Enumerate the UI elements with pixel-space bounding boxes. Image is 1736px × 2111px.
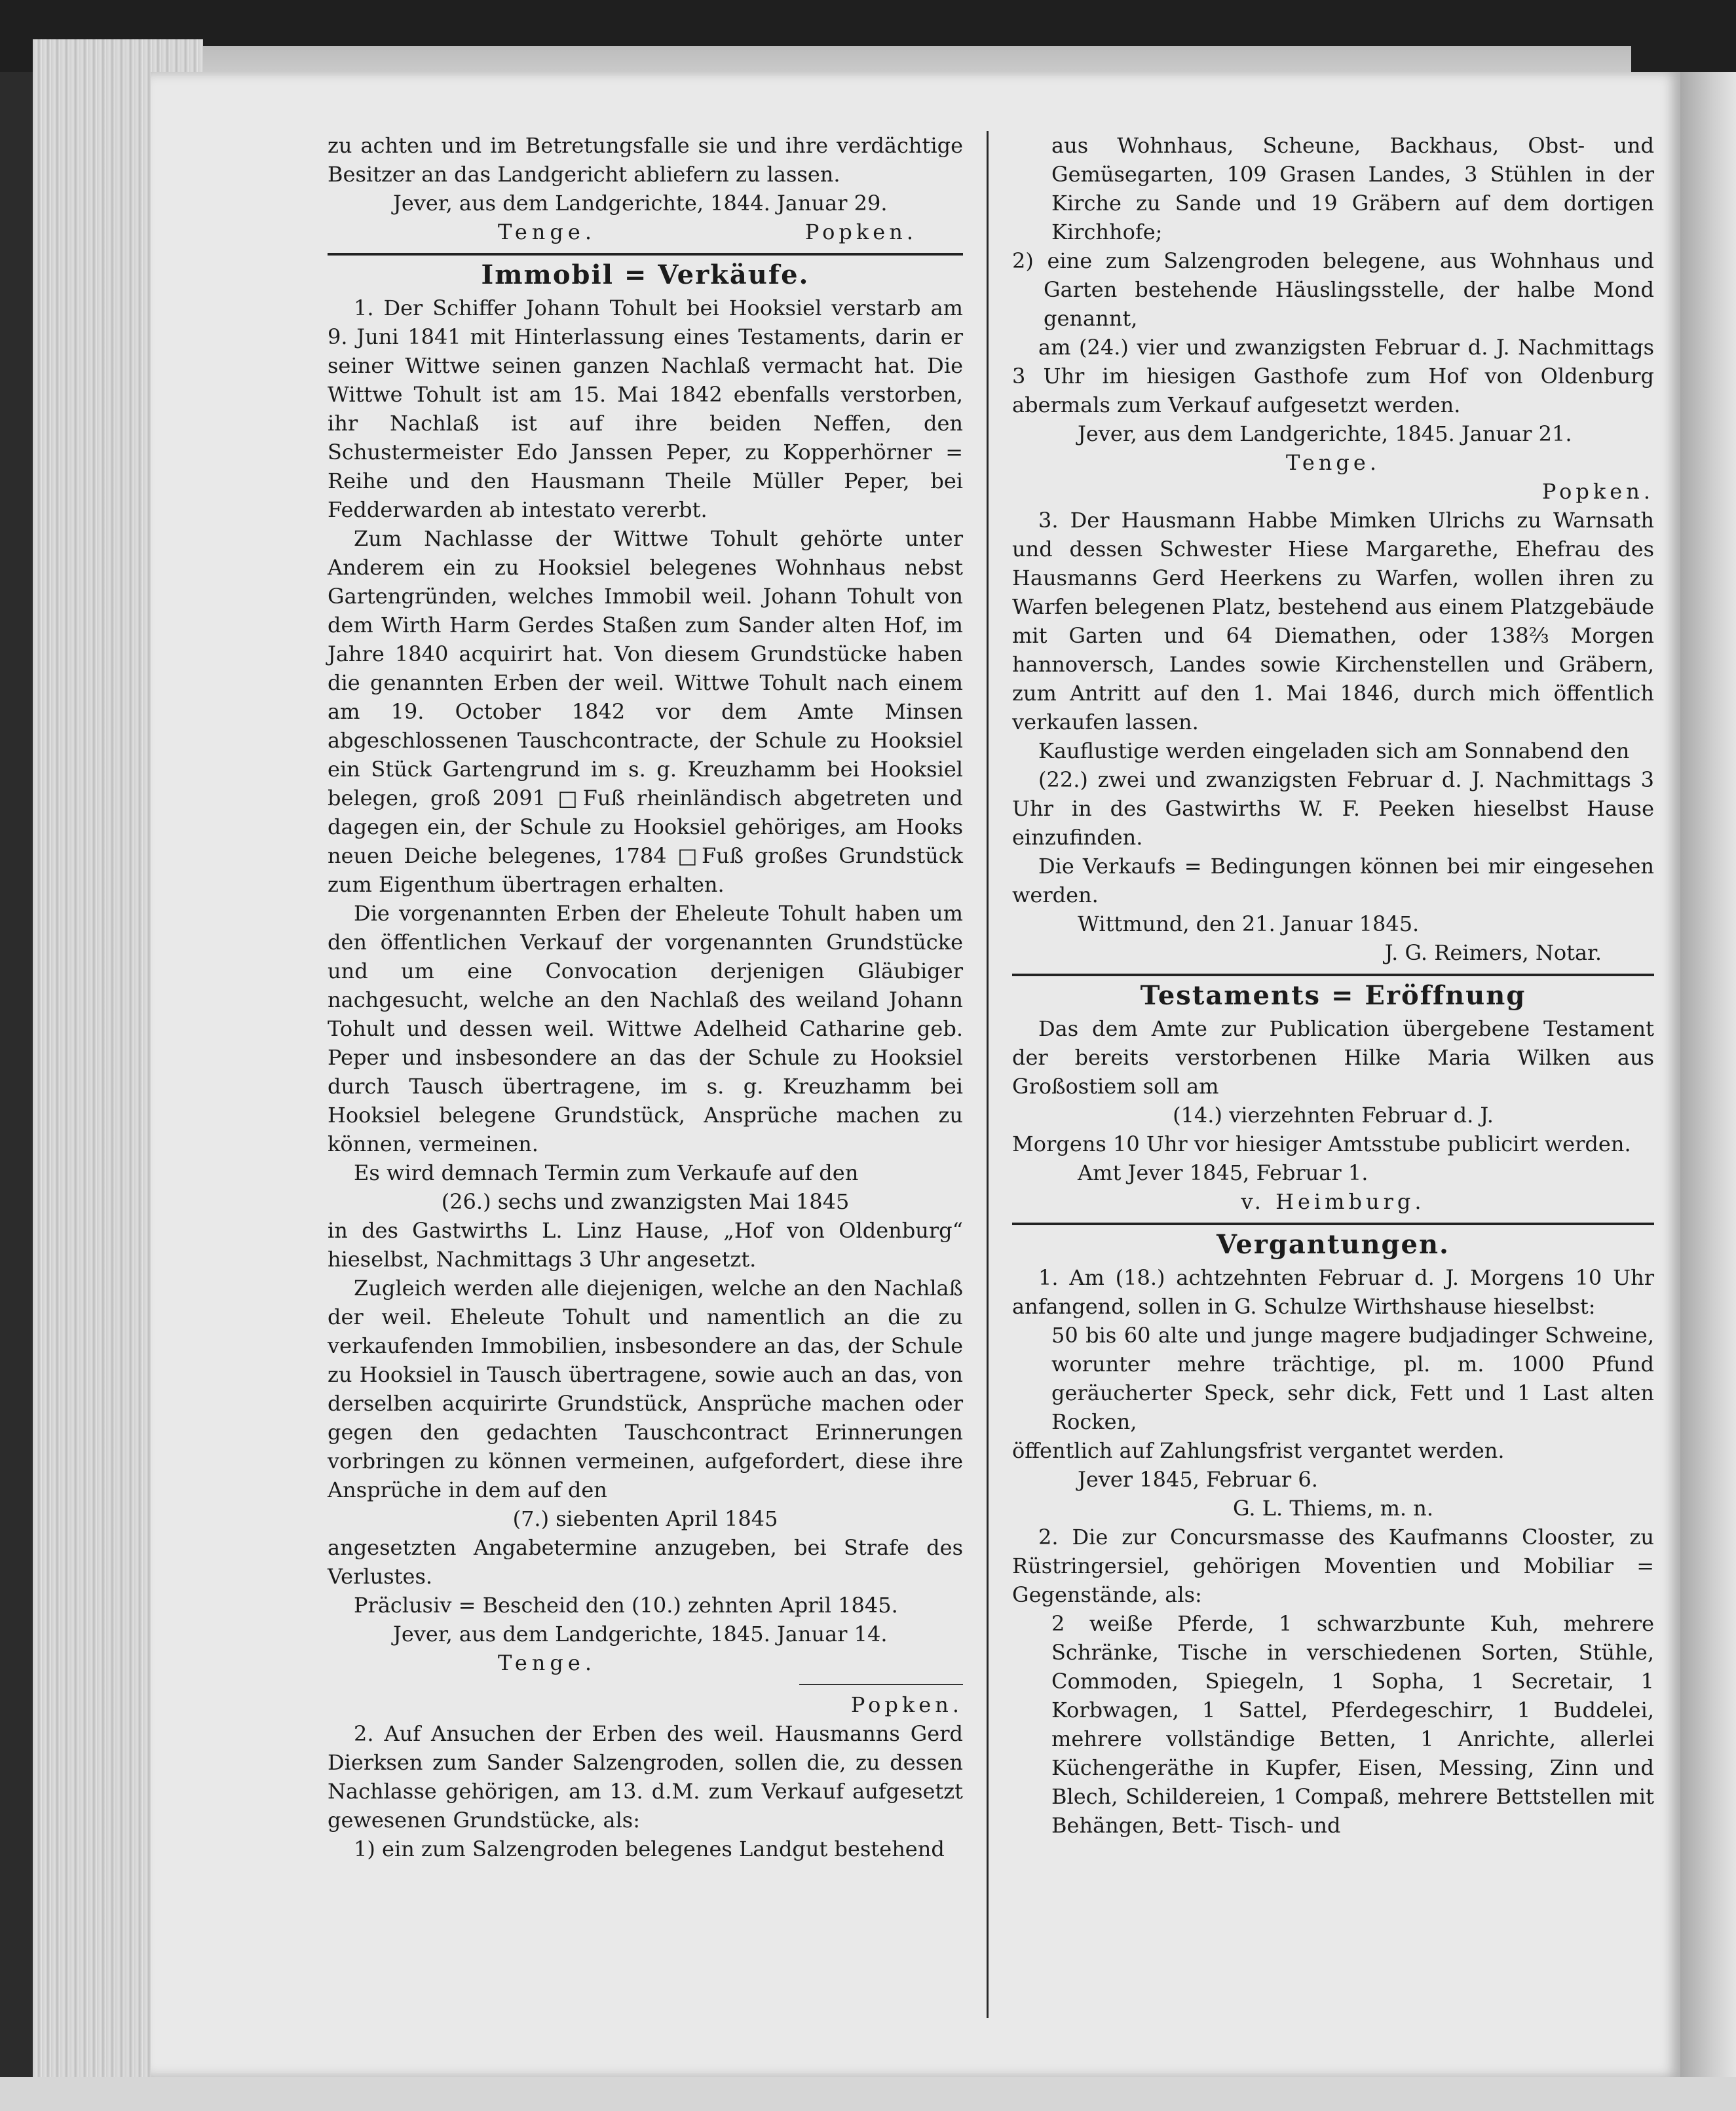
paragraph: Zugleich werden alle diejenigen, welche an den Nachlaß der weil. Eheleute Tohult und namentlich an die zu verkaufenden Immobilien, insbesondere an das, der Schule zu Hooksiel in Tausch übertragene, sowie auch an das, von derselben acquirirte Grundstück, Ansprüche machen oder gegen den gedachten Tauschcontract Erinnerungen vorbringen zu können vermeinen, aufgefordert, diese ihre Ansprüche in dem auf den (328, 1276, 963, 1502)
paragraph: Kauflustige werden eingeladen sich am Sonnabend den (1038, 738, 1630, 763)
section-heading: Vergantungen. (1217, 1229, 1450, 1260)
paragraph: angesetzten Angabetermine anzugeben, bei Strafe des Verlustes. (328, 1535, 963, 1589)
paragraph: Präclusiv = Bescheid den (10.) zehnten April 1845. (354, 1593, 898, 1618)
paragraph: Die Verkaufs = Bedingungen können bei mir eingesehen werden. (1012, 854, 1654, 907)
signature: J. G. Reimers, Notar. (1384, 940, 1602, 965)
date-line: Jever, aus dem Landgerichte, 1845. Januar 14. (393, 1622, 888, 1646)
left-column (328, 131, 963, 1863)
date-line: Amt Jever 1845, Februar 1. (1078, 1160, 1368, 1185)
right-column (1012, 131, 1654, 1840)
list-item: 1) ein zum Salzengroden belegenes Landgut bestehend (354, 1836, 945, 1861)
paragraph: 3. Der Hausmann Habbe Mimken Ulrichs zu Warnsath und dessen Schwester Hiese Margarethe, Ehefrau des Hausmanns Gerd Heerkens zu Warfen, wollen ihren zu Warfen belegenen Platz, bestehend aus einem Platzgebäude mit Garten und 64 Diemathen, oder 138⅔ Morgen hannoversch, Landes sowie Kirchenstellen und Gräbern, zum Antritt auf den 1. Mai 1846, durch mich öffentlich verkaufen lassen. (1012, 508, 1654, 734)
column-divider (987, 131, 989, 2018)
paragraph: 1. Der Schiffer Johann Tohult bei Hooksiel verstarb am 9. Juni 1841 mit Hinterlassung eines Testaments, darin er seiner Wittwe seinen ganzen Nachlaß vermacht hat. Die Wittwe Tohult ist am 15. Mai 1842 ebenfalls verstorben, ihr Nachlaß ist auf ihre beiden Neffen, den Schustermeister Edo Janssen Peper, zu Kopperhörner = Reihe und den Hausmann Theile Müller Peper, bei Fedderwarden ab intestato vererbt. (328, 295, 963, 522)
section-rule (1012, 974, 1654, 976)
paragraph: am (24.) vier und zwanzigsten Februar d. J. Nachmittags 3 Uhr im hiesigen Gasthofe zum Hof von Oldenburg abermals zum Verkauf aufgesetzt werden. (1012, 335, 1654, 417)
signature: G. L. Thiems, m. n. (1232, 1496, 1434, 1521)
date-line: Jever, aus dem Landgerichte, 1845. Januar 21. (1078, 421, 1572, 446)
paragraph: Die vorgenannten Erben der Eheleute Tohult haben um den öffentlichen Verkauf der vorgenannten Grundstücke und um eine Convocation derjenigen Gläubiger nachgesucht, welche an den Nachlaß des weiland Johann Tohult und dessen weil. Wittwe Adelheid Catharine geb. Peper und insbesondere an das der Schule zu Hooksiel durch Tausch übertragene, im s. g. Kreuzhamm bei Hooksiel belegene Grundstück, Ansprüche machen zu können, vermeinen. (328, 901, 963, 1156)
signature: v. Heimburg. (1241, 1189, 1425, 1214)
signature-row (328, 1648, 963, 1677)
paragraph: Morgens 10 Uhr vor hiesiger Amtsstube publicirt werden. (1012, 1132, 1631, 1156)
section-rule (328, 253, 963, 256)
section-rule (1012, 1223, 1654, 1225)
date-line: Wittmund, den 21. Januar 1845. (1078, 911, 1420, 936)
paragraph: 2. Auf Ansuchen der Erben des weil. Hausmanns Gerd Dierksen zum Sander Salzengroden, sollen die, zu dessen Nachlasse gehörigen, am 13. d.M. zum Verkauf aufgesetzt gewesenen Grundstücke, als: (328, 1721, 963, 1833)
signature: Popken. (804, 219, 917, 244)
paragraph: 1. Am (18.) achtzehnten Februar d. J. Morgens 10 Uhr anfangend, sollen in G. Schulze Wirthshause hieselbst: (1012, 1265, 1654, 1319)
paragraph: aus Wohnhaus, Scheune, Backhaus, Obst- und Gemüsegarten, 109 Grasen Landes, 3 Stühlen in der Kirche zu Sande und 19 Gräbern auf dem dortigen Kirchhofe; (1051, 133, 1654, 244)
signature: Popken. (850, 1692, 963, 1717)
paragraph: in des Gastwirths L. Linz Hause, „Hof von Oldenburg“ hieselbst, Nachmittags 3 Uhr angesetzt. (328, 1218, 963, 1272)
scanner-backdrop-bottom (0, 2077, 1736, 2111)
paragraph: (22.) zwei und zwanzigsten Februar d. J. Nachmittags 3 Uhr in des Gastwirths W. F. Peeken hieselbst Hause einzufinden. (1012, 767, 1654, 850)
paragraph: öffentlich auf Zahlungsfrist vergantet werden. (1012, 1438, 1505, 1463)
signature-rule (799, 1684, 963, 1685)
date-line: Jever 1845, Februar 6. (1078, 1467, 1318, 1492)
book-edge-right (1680, 72, 1736, 2111)
signature: Tenge. (498, 1650, 596, 1675)
paragraph: Zum Nachlasse der Wittwe Tohult gehörte unter Anderem ein zu Hooksiel belegenes Wohnhaus nebst Gartengründen, welches Immobil weil. Johann Tohult von dem Wirth Harm Gerdes Staßen zum Sander alten Hof, im Jahre 1840 acquirirt hat. Von diesem Grundstücke haben die genannten Erben der weil. Wittwe Tohult nach einem am 19. October 1842 vor dem Amte Minsen abgeschlossenen Tauschcontracte, der Schule zu Hooksiel ein Stück Gartengrund im s. g. Kreuzhamm bei Hooksiel belegen, groß 2091 □Fuß rheinländisch abgetreten und dagegen ein, der Schule zu Hooksiel gehöriges, am Hooks neuen Deiche belegenes, 1784 □Fuß großes Grundstück zum Eigenthum übertragen erhalten. (328, 526, 963, 897)
date-line: Jever, aus dem Landgerichte, 1844. Januar 29. (393, 191, 888, 216)
item-list: 50 bis 60 alte und junge magere budjadinger Schweine, worunter mehre trächtige, pl. m. 1000 Pfund geräucherter Speck, sehr dick, Fett und 1 Last alten Rocken, (1051, 1323, 1654, 1434)
list-item: 2) eine zum Salzengroden belegene, aus Wohnhaus und Garten bestehende Häuslingsstelle, der halbe Mond genannt, (1012, 248, 1654, 331)
signature: Popken. (1541, 479, 1654, 504)
term-date: (7.) siebenten April 1845 (512, 1506, 778, 1531)
section-heading: Immobil = Verkäufe. (481, 259, 810, 290)
item-list: 2 weiße Pferde, 1 schwarzbunte Kuh, mehrere Schränke, Tische in verschiedenen Sorten, Stühle, Commoden, Spiegeln, 1 Sopha, 1 Secretair, 1 Korbwagen, 1 Sattel, Pferdegeschirr, 1 Buddelei, mehrere vollständige Betten, 1 Anrichte, allerlei Küchengeräthe in Kupfer, Eisen, Messing, Zinn und Blech, Schildereien, 1 Compaß, mehrere Bettstellen mit Behängen, Bett- Tisch- und (1051, 1611, 1654, 1838)
term-date: (14.) vierzehnten Februar d. J. (1173, 1103, 1494, 1128)
section-heading: Testaments = Eröffnung (1140, 980, 1526, 1011)
paragraph: 2. Die zur Concursmasse des Kaufmanns Clooster, zu Rüstringersiel, gehörigen Moventien und Mobiliar = Gegenstände, als: (1012, 1525, 1654, 1607)
signature: Tenge. (1286, 450, 1380, 475)
signature-row (328, 218, 963, 246)
intro-paragraph: zu achten und im Betretungsfalle sie und ihre verdächtige Besitzer an das Landgericht abliefern zu lassen. (328, 133, 963, 187)
signature: Tenge. (498, 219, 596, 244)
term-date: (26.) sechs und zwanzigsten Mai 1845 (441, 1189, 850, 1214)
paragraph: Das dem Amte zur Publication übergebene Testament der bereits verstorbenen Hilke Maria Wilken aus Großostiem soll am (1012, 1016, 1654, 1099)
paragraph: Es wird demnach Termin zum Verkaufe auf den (354, 1160, 859, 1185)
